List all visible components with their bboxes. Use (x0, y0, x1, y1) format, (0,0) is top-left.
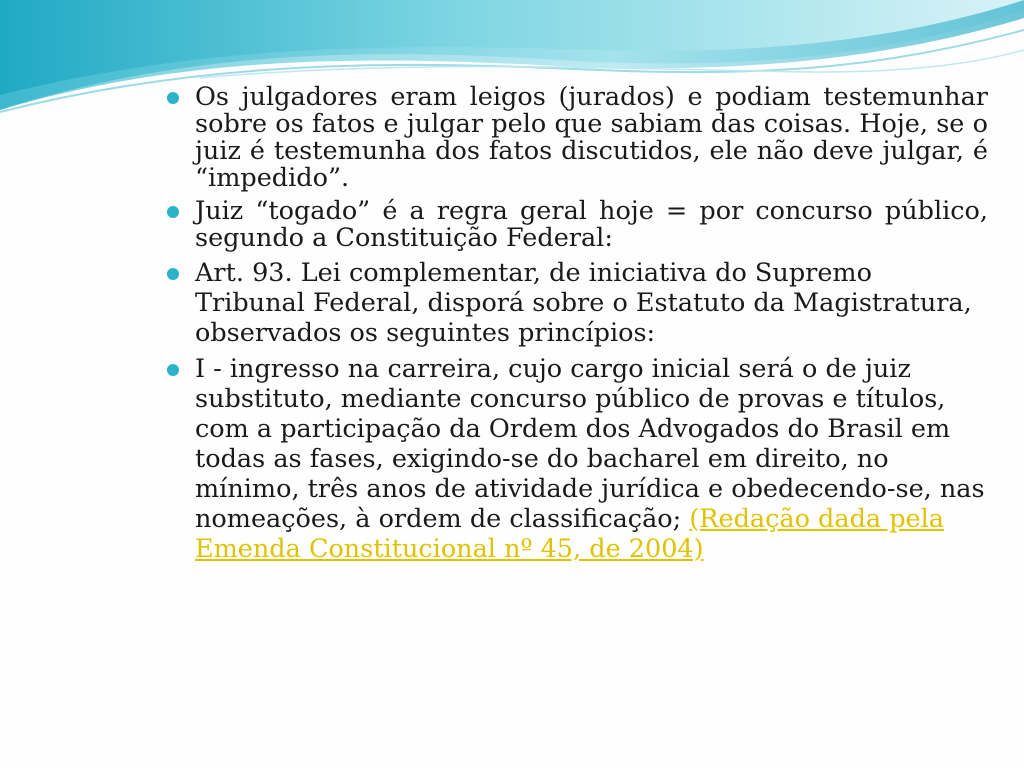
bullet-text: Juiz “togado” é a regra geral hoje = por concurso público, segundo a Constituição Federal: (195, 196, 988, 253)
bullet-dot-icon (167, 92, 179, 104)
bullet-dot-icon (167, 364, 179, 376)
bullet-item (165, 354, 988, 564)
bullet-list (165, 84, 988, 564)
slide-content (165, 84, 988, 570)
bullet-item (165, 258, 988, 348)
amendment-link[interactable]: (Redação dada pela Emenda Constitucional nº 45, de 2004) (195, 504, 944, 564)
bullet-item (165, 84, 988, 192)
bullet-text: Art. 93. Lei complementar, de iniciativa do Supremo Tribunal Federal, disporá sobre o Estatuto da Magistratura, observados os seguintes princípios: (195, 258, 972, 348)
bullet-dot-icon (167, 268, 179, 280)
bullet-text: Os julgadores eram leigos (jurados) e podiam testemunhar sobre os fatos e julgar pelo que sabiam das coisas. Hoje, se o juiz é testemunha dos fatos discutidos, ele não deve julgar, é “impedido”. (195, 82, 988, 193)
bullet-text: I - ingresso na carreira, cujo cargo inicial será o de juiz substituto, mediante concurso público de provas e títulos, com a participação da Ordem dos Advogados do Brasil em todas as fases, exigindo-se do bacharel em direito, no mínimo, três anos de atividade jurídica e obedecendo-se, nas nomeações, à ordem de classificação; (195, 354, 985, 534)
bullet-item (165, 198, 988, 252)
bullet-dot-icon (167, 206, 179, 218)
